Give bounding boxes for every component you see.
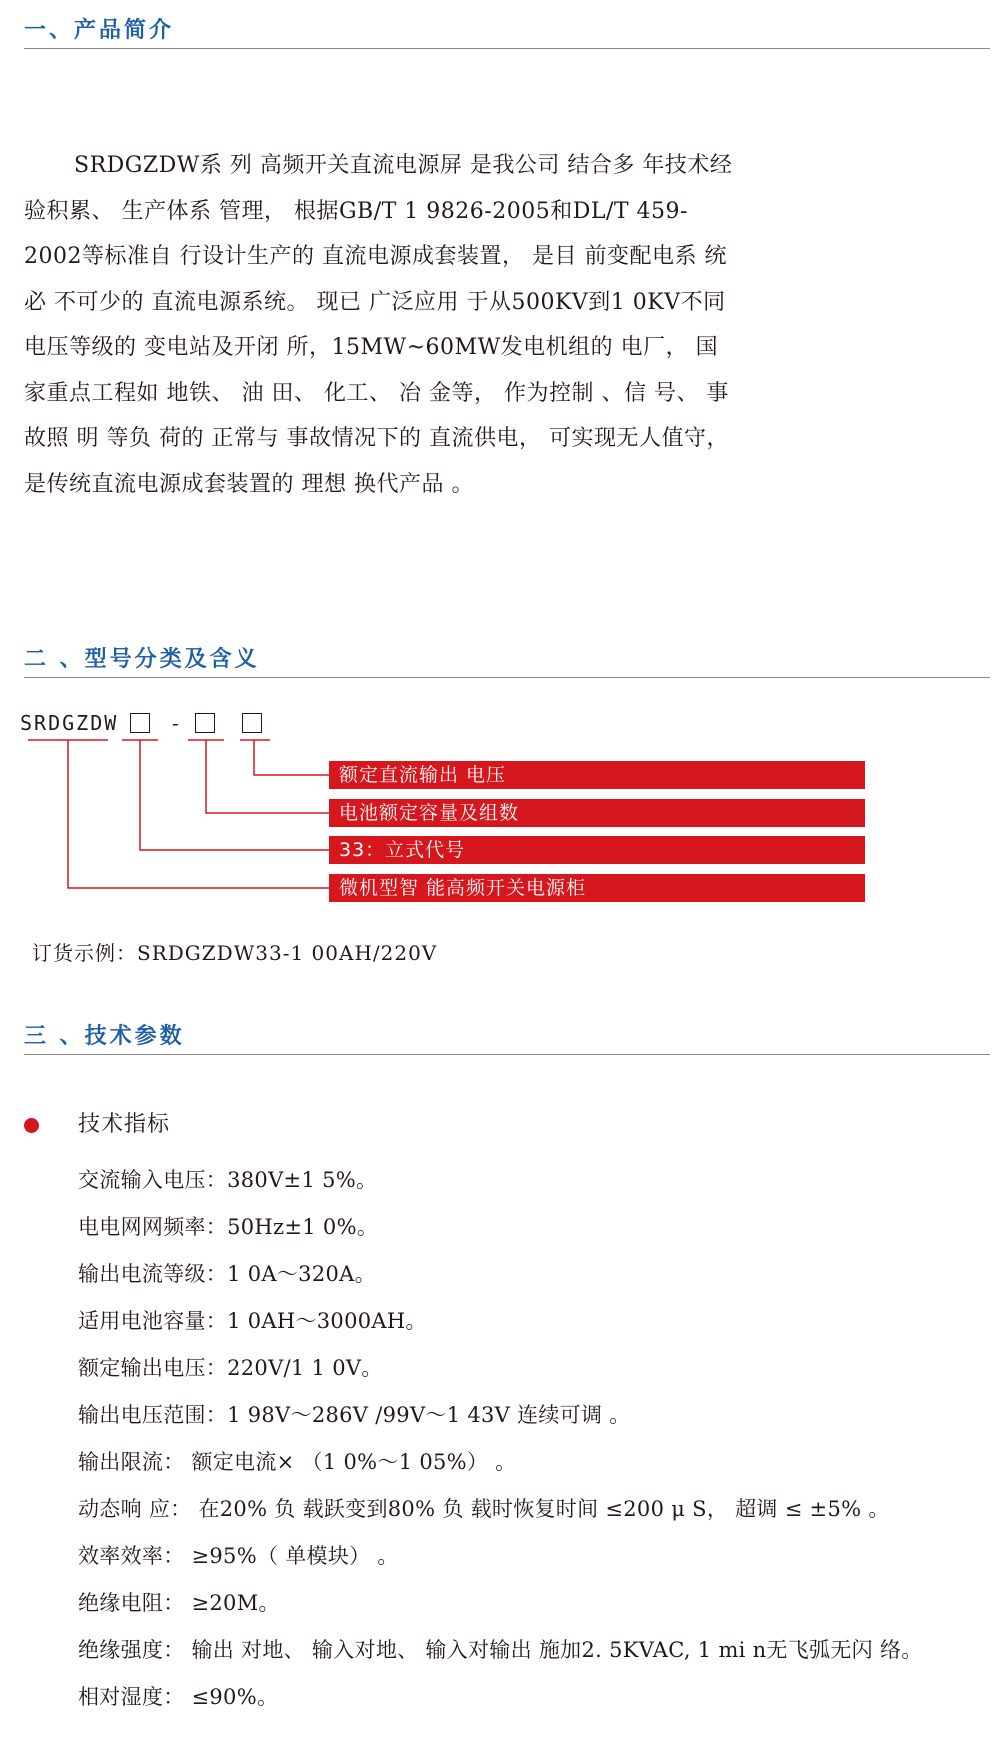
section-title: 一、产品简介	[24, 18, 175, 43]
spec-item: 输出限流： 额定电流× （1 0%～1 05%） 。	[78, 1450, 517, 1474]
model-code: SRDGZDW	[20, 711, 119, 735]
spec-item: 绝缘强度： 输出 对地、 输入对地、 输入对输出 施加2. 5KVAC, 1 mi n无飞弧无闪 络。	[78, 1638, 923, 1662]
spec-item: 输出电流等级：1 0A～320A。	[78, 1262, 376, 1286]
spec-item: 输出电压范围：1 98V～286V /99V～1 43V 连续可调 。	[78, 1403, 631, 1427]
spec-item: 相对湿度： ≤90%。	[78, 1685, 279, 1709]
spec-item: 电电网网频率：50Hz±1 0%。	[78, 1215, 379, 1239]
spec-item: 绝缘电阻： ≥20M。	[78, 1591, 280, 1615]
section-header-specs	[24, 1020, 990, 1055]
specs-heading: 技术指标	[78, 1112, 171, 1137]
product-intro-paragraph: SRDGZDW系 列 高频开关直流电源屏 是我公司 结合多 年技术经验积累、 生产体系 管理， 根据GB/T 1 9826-2005和DL/T 459-2002等标准自 行设计生产的 直流电源成套装置， 是目 前变配电系 统必 不可少的 直流电源系统。 现已 广泛应用 于从500KV到1 0KV不同 电压等级的 变电站及开闭 所，15MW~60MW发电机组的 电厂， 国 家重点工程如 地铁、 油 田、 化工、 冶 金等， 作为控制 、信 号、 事故照 明 等负 荷的 正常与 事故情况下的 直流供电， 可实现无人值守，是传统直流电源成套装置的 理想 换代产品 。	[24, 153, 733, 497]
model-dash: -	[172, 711, 179, 735]
leader-battery	[206, 740, 329, 813]
model-bar-voltage: 额定直流输出 电压	[329, 761, 865, 789]
model-bar-battery: 电池额定容量及组数	[329, 799, 865, 827]
bullet-dot	[24, 1118, 39, 1133]
spec-item: 效率效率： ≥95%（ 单模块） 。	[78, 1544, 399, 1568]
spec-item: 适用电池容量：1 0AH～3000AH。	[78, 1309, 427, 1333]
spec-item: 额定输出电压：220V/1 1 0V。	[78, 1356, 383, 1380]
leader-vertical-code	[140, 740, 329, 850]
specs-list	[78, 1157, 988, 1721]
section-title: 三 、技术参数	[24, 1024, 185, 1049]
model-bar-vertical-code: 33：立式代号	[329, 836, 865, 864]
leader-voltage	[254, 740, 329, 775]
section-title: 二 、型号分类及含义	[24, 647, 260, 672]
spec-item: 动态响 应： 在20% 负 载跃变到80% 负 载时恢复时间 ≤200 μ S， 超调 ≤ ±5% 。	[78, 1497, 890, 1521]
spec-item: 交流输入电压：380V±1 5%。	[78, 1168, 378, 1192]
order-example: 订货示例：SRDGZDW33-1 00AH/220V	[32, 941, 438, 965]
leader-cabinet	[68, 740, 329, 888]
model-bar-cabinet: 微机型智 能高频开关电源柜	[329, 874, 865, 902]
